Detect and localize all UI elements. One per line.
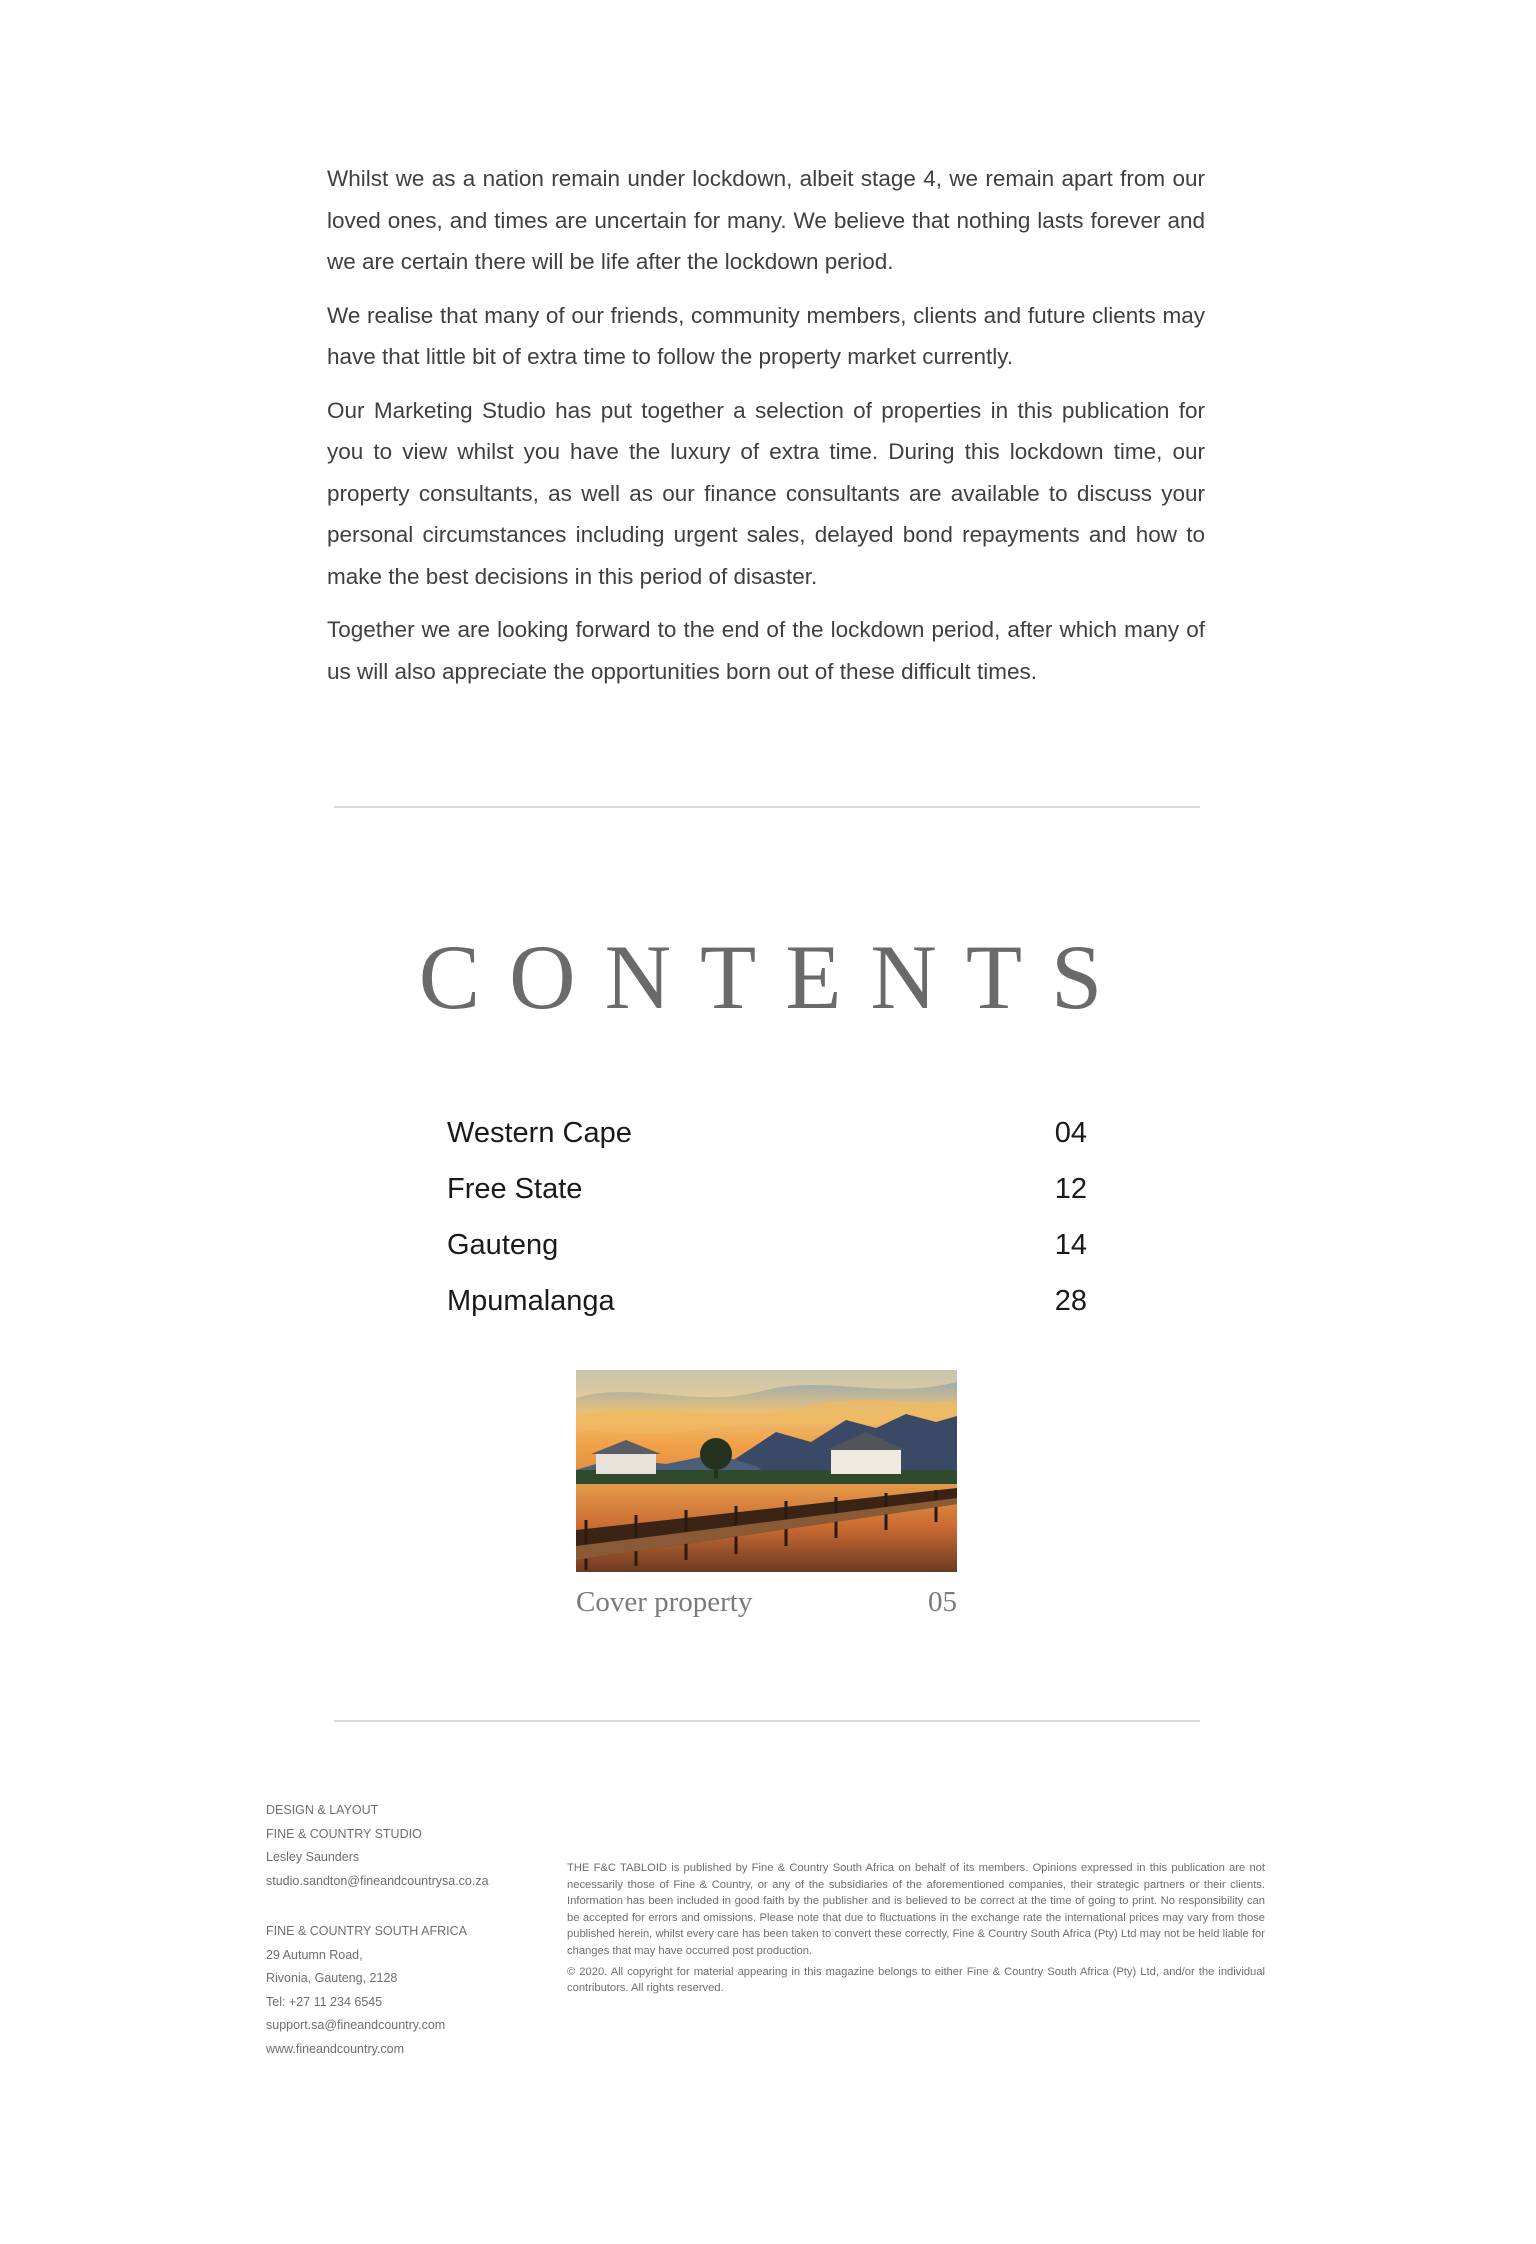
toc-entry-page: 04 — [1054, 1116, 1087, 1149]
cover-property-page: 05 — [928, 1586, 957, 1618]
toc-entry-name: Gauteng — [447, 1228, 559, 1261]
toc-entry-name: Western Cape — [447, 1116, 632, 1149]
legal-copyright: © 2020. All copyright for material appearing in this magazine belongs to either Fine & Country South Africa (Pty) Ltd, and/or the individual contributors. All rights reserved. — [567, 1965, 1265, 1995]
company-email[interactable]: support.sa@fineandcountry.com — [266, 2018, 446, 2032]
toc-entry-page: 14 — [1054, 1228, 1087, 1261]
company-name: FINE & COUNTRY SOUTH AFRICA — [266, 1924, 467, 1938]
toc-entry-western-cape[interactable] — [447, 1105, 1087, 1161]
toc-entry-name: Free State — [447, 1172, 583, 1205]
legal-text — [567, 1860, 1265, 2001]
credit-studio-email[interactable]: studio.sandton@fineandcountrysa.co.za — [266, 1873, 489, 1888]
intro-paragraph: Together we are looking forward to the end of the lockdown period, after which many of us will also appreciate the opportunities born out of these difficult times. — [327, 617, 1205, 684]
cover-property-image[interactable] — [576, 1370, 957, 1572]
toc-entry-mpumalanga[interactable] — [447, 1273, 1087, 1329]
cover-property-caption — [576, 1586, 957, 1619]
divider-bottom — [334, 1720, 1200, 1722]
company-website[interactable]: www.fineandcountry.com — [266, 2041, 405, 2056]
legal-disclaimer: THE F&C TABLOID is published by Fine & Country South Africa on behalf of its members. Opinions expressed in this publication are not necessarily those of Fine & Country, or any of the subsidiaries of the aforementioned companies, their strategic partners or their clients. Information has been included in good faith by the publisher and is believed to be correct at the time of going to print. No responsibility can be accepted for errors and omissions. Please note that due to fluctuations in the exchange rate the international prices may vary from those published herein, whilst every care has been taken to convert these correctly, Fine & Country South Africa (Pty) Ltd may not be held liable for changes that may have occurred post production. — [567, 1862, 1265, 1957]
credit-studio: FINE & COUNTRY STUDIO — [266, 1826, 422, 1841]
divider-top — [334, 806, 1200, 808]
credit-designer: Lesley Saunders — [266, 1850, 360, 1864]
toc-entry-gauteng[interactable] — [447, 1217, 1087, 1273]
intro-paragraph: Whilst we as a nation remain under lockdown, albeit stage 4, we remain apart from our loved ones, and times are uncertain for many. We believe that nothing lasts forever and we are certain there will be life after the lockdown period. — [327, 166, 1205, 274]
table-of-contents — [447, 1105, 1087, 1329]
intro-text — [327, 158, 1205, 704]
intro-paragraph: We realise that many of our friends, community members, clients and future clients may have that little bit of extra time to follow the property market currently. — [327, 302, 1205, 369]
toc-entry-free-state[interactable] — [447, 1161, 1087, 1217]
cover-property-label: Cover property — [576, 1586, 753, 1618]
credits-block — [266, 1799, 566, 2061]
company-address-street: 29 Autumn Road, — [266, 1947, 363, 1962]
credit-design-heading: DESIGN & LAYOUT — [266, 1803, 379, 1817]
intro-paragraph: Our Marketing Studio has put together a selection of properties in this publication for you to view whilst you have the luxury of extra time. During this lockdown time, our property consultants, as well as our finance consultants are available to discuss your personal circumstances including urgent sales, delayed bond repayments and how to make the best decisions in this period of disaster. — [327, 397, 1205, 589]
company-phone[interactable]: Tel: +27 11 234 6545 — [266, 1994, 383, 2009]
toc-entry-page: 12 — [1054, 1172, 1087, 1205]
toc-entry-page: 28 — [1054, 1284, 1087, 1317]
company-address-city: Rivonia, Gauteng, 2128 — [266, 1971, 398, 1985]
toc-entry-name: Mpumalanga — [447, 1284, 615, 1317]
contents-heading: CONTENTS — [418, 926, 1132, 1028]
